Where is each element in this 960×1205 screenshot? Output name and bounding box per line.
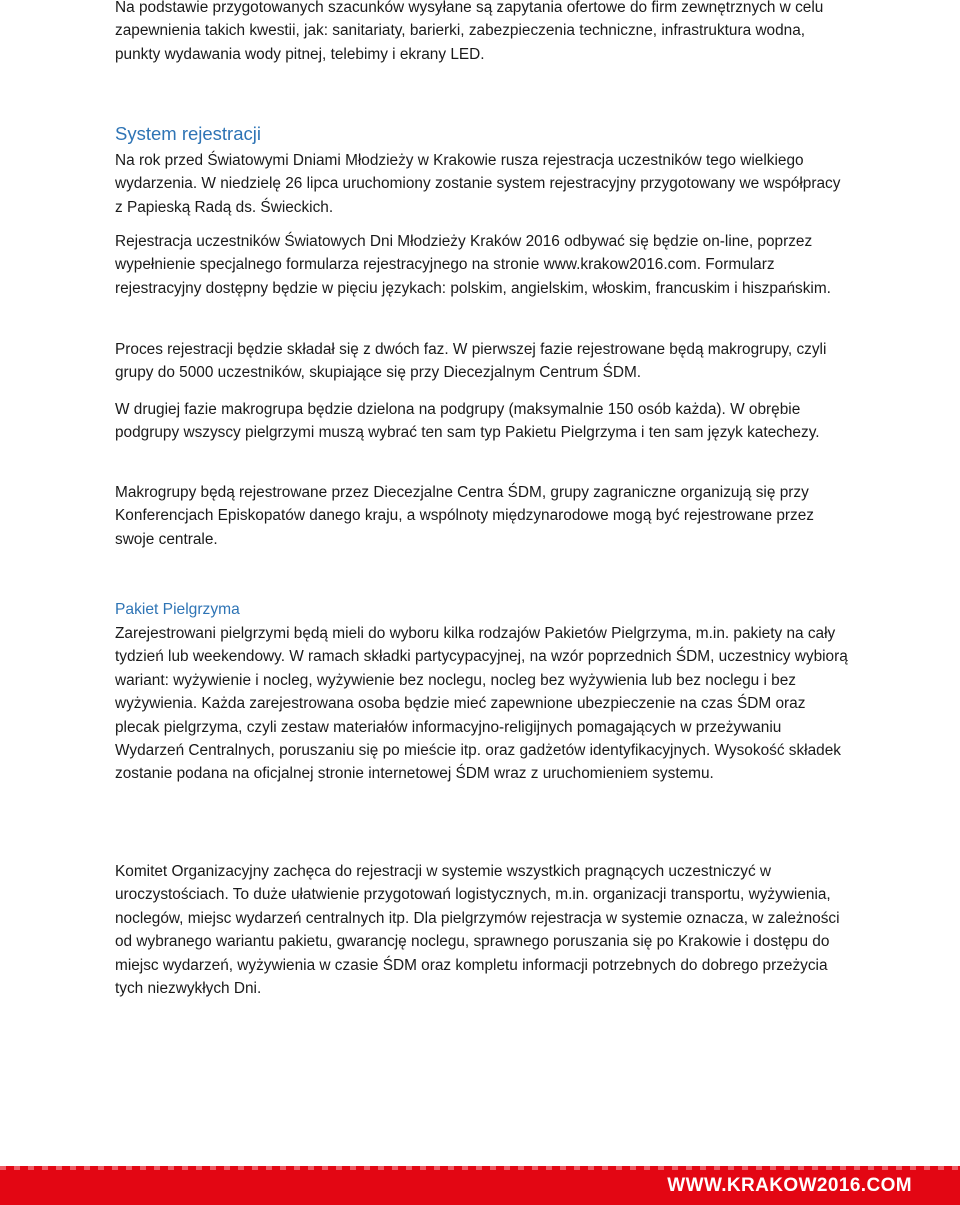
registration-paragraph-5: Makrogrupy będą rejestrowane przez Diecezjalne Centra ŚDM, grupy zagraniczne organizują się przy Konferencjach Episkopatów danego kraju, a wspólnoty międzynarodowe mogą być rejestrowane przez swoje centrale.	[115, 484, 814, 548]
intro-paragraph: Na podstawie przygotowanych szacunków wysyłane są zapytania ofertowe do firm zewnętrznych w celu zapewnienia takich kwestii, jak: sanitariaty, barierki, zabezpieczenia techniczne, infrastruktura wodna, punkty wydawania wody pitnej, telebimy i ekrany LED.	[115, 0, 824, 63]
package-heading: Pakiet Pielgrzyma	[115, 601, 240, 618]
footer-band	[0, 1166, 960, 1205]
registration-paragraph-2: Rejestracja uczestników Światowych Dni Młodzieży Kraków 2016 odbywać się będzie on-line, poprzez wypełnienie specjalnego formularza rejestracyjnego na stronie www.krakow2016.com. Formularz rejestracyjny dostępny będzie w pięciu językach: polskim, angielskim, włoskim, francuskim i hiszpańskim.	[115, 233, 831, 297]
registration-paragraph-4: W drugiej fazie makrogrupa będzie dzielona na podgrupy (maksymalnie 150 osób każda). W obrębie podgrupy wszyscy pielgrzymi muszą wybrać ten sam typ Pakietu Pielgrzyma i ten sam język katechezy.	[115, 401, 820, 442]
registration-paragraph-1: Na rok przed Światowymi Dniami Młodzieży w Krakowie rusza rejestracja uczestników tego wielkiego wydarzenia. W niedzielę 26 lipca uruchomiony zostanie system rejestracyjny przygotowany we współpracy z Papieską Radą ds. Świeckich.	[115, 152, 841, 216]
registration-paragraph-3: Proces rejestracji będzie składał się z dwóch faz. W pierwszej fazie rejestrowane będą makrogrupy, czyli grupy do 5000 uczestników, skupiające się przy Diecezjalnym Centrum ŚDM.	[115, 341, 827, 382]
package-paragraph-2: Komitet Organizacyjny zachęca do rejestracji w systemie wszystkich pragnących uczestniczyć w uroczystościach. To duże ułatwienie przygotowań logistycznych, m.in. organizacji transportu, wyżywienia, noclegów, miejsc wydarzeń centralnych itp. Dla pielgrzymów rejestracja w systemie oznacza, w zależności od wybranego wariantu pakietu, gwarancję noclegu, sprawnego poruszania się po Krakowie i dostępu do miejsc wydarzeń, wyżywienia w czasie ŚDM oraz kompletu informacji potrzebnych do dobrego przeżycia tych niezwykłych Dni.	[115, 863, 840, 998]
footer-brand-logo: WWW.KRAKOW2016.COM	[667, 1175, 912, 1196]
package-paragraph-1: Zarejestrowani pielgrzymi będą mieli do wyboru kilka rodzajów Pakietów Pielgrzyma, m.in. pakiety na cały tydzień lub weekendowy. W ramach składki partycypacyjnej, na wzór poprzednich ŚDM, uczestnicy wybiorą wariant: wyżywienie i nocleg, wyżywienie bez noclegu, nocleg bez wyżywienia lub bez noclegu i bez wyżywienia. Każda zarejestrowana osoba będzie mieć zapewnione ubezpieczenie na czas ŚDM oraz plecak pielgrzyma, czyli zestaw materiałów informacyjno-religijnych pomagających w przeżywaniu Wydarzeń Centralnych, poruszaniu się po mieście itp. oraz gadżetów identyfikacyjnych. Wysokość składek zostanie podana na oficjalnej stronie internetowej ŚDM wraz z uruchomieniem systemu.	[115, 625, 848, 783]
registration-heading: System rejestracji	[115, 123, 261, 144]
